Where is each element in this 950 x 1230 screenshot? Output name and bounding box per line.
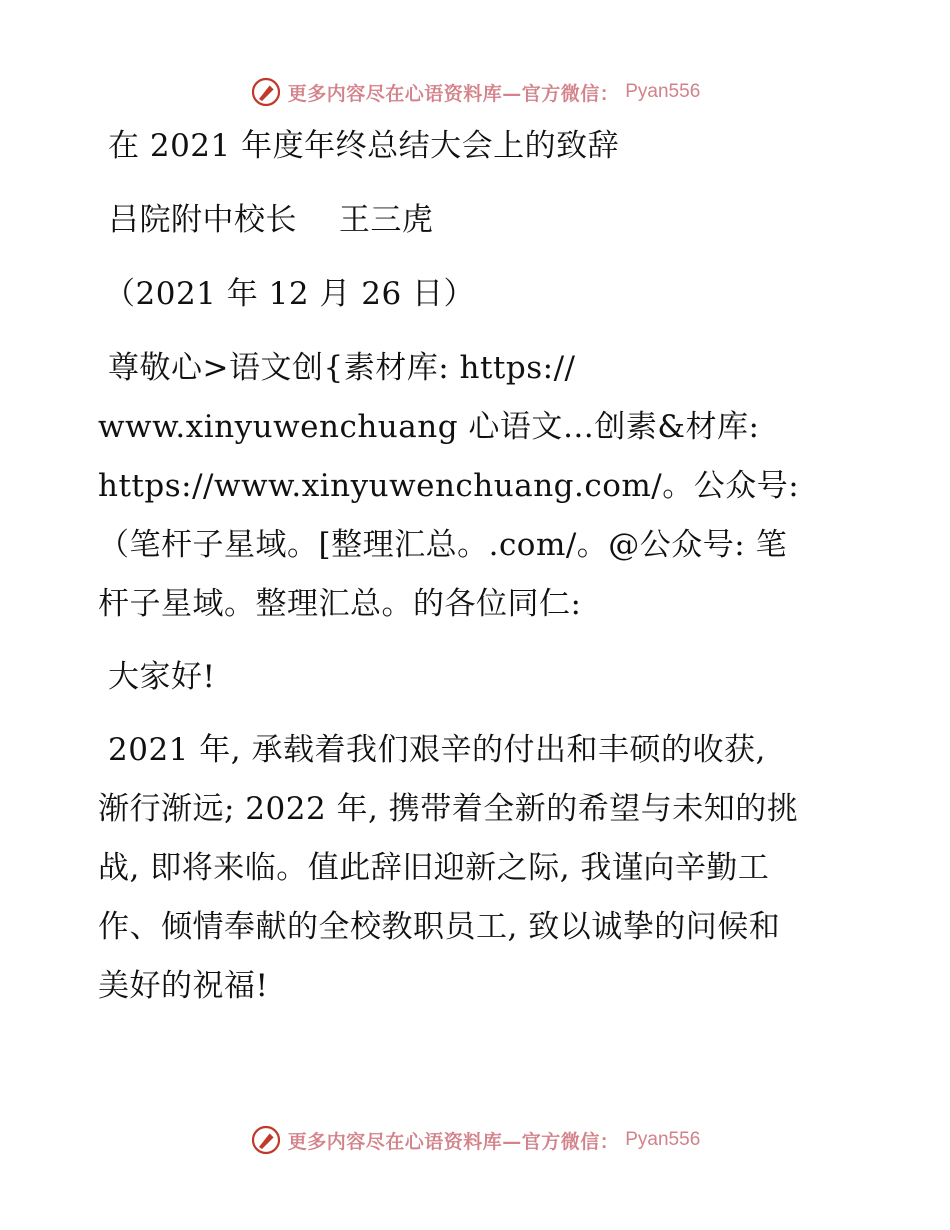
document-author: 吕院附中校长 王三虎: [108, 202, 434, 238]
body-line: 作、倾情奉献的全校教职员工, 致以诚挚的问候和: [98, 909, 781, 945]
salutation-line: https://www.xinyuwenchuang.com/。公众号:: [98, 468, 800, 504]
banner-text: 更多内容尽在心语资料库—官方微信：: [287, 82, 620, 105]
document-date: （2021 年 12 月 26 日）: [104, 276, 476, 312]
salutation-line: 杆子星域。整理汇总。的各位同仁:: [98, 586, 582, 622]
pen-nib-logo-icon: [250, 1124, 282, 1156]
body-line: 渐行渐远; 2022 年, 携带着全新的希望与未知的挑: [98, 791, 799, 827]
salutation-line: www.xinyuwenchuang 心语文…创素&材库:: [98, 409, 760, 445]
body-line: 战, 即将来临。值此辞旧迎新之际, 我谨向辛勤工: [98, 850, 770, 886]
banner-wechat-handle: Pyan556: [625, 1129, 701, 1150]
body-line: 2021 年, 承载着我们艰辛的付出和丰硕的收获,: [108, 732, 766, 768]
salutation-line: 尊敬心>语文创{素材库: https://: [108, 350, 576, 386]
footer-banner: [0, 1120, 950, 1160]
banner-wechat-handle: Pyan556: [625, 81, 701, 102]
banner-text: 更多内容尽在心语资料库—官方微信：: [287, 1130, 620, 1153]
greeting: 大家好!: [108, 659, 216, 695]
body-line: 美好的祝福!: [98, 968, 269, 1004]
salutation-line: （笔杆子星域。[整理汇总。.com/。@公众号: 笔: [98, 527, 788, 563]
document-title: 在 2021 年度年终总结大会上的致辞: [108, 128, 620, 164]
